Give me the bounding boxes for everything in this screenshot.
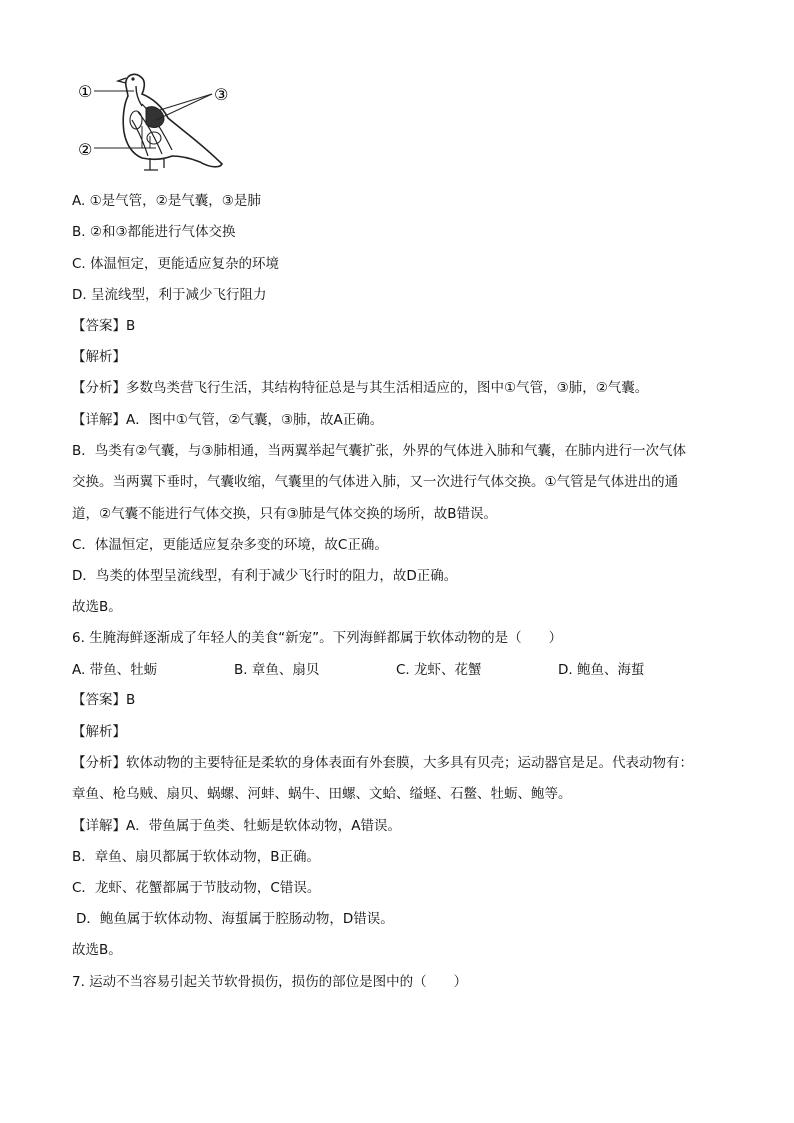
q5-option-b: B. ②和③都能进行气体交换 xyxy=(72,224,236,240)
q5-option-d: D. 呈流线型，利于减少飞行阻力 xyxy=(72,287,267,303)
q6-option-b: B. 章鱼、扇贝 xyxy=(234,662,320,678)
q5-answer: 【答案】B xyxy=(72,318,136,334)
q6-conclusion: 故选B。 xyxy=(72,942,122,958)
q6-fenxi-line1: 【分析】软体动物的主要特征是柔软的身体表面有外套膜，大多具有贝壳；运动器官是足。代表动物有： xyxy=(72,755,693,771)
q5-detail-b-line1: B．鸟类有②气囊，与③肺相通，当两翼举起气囊扩张，外界的气体进入肺和气囊，在肺内进行一次气体 xyxy=(72,443,686,459)
pigeon-illustration xyxy=(72,64,242,182)
q6-analysis-label: 【解析】 xyxy=(72,724,126,740)
q5-xiangjie: 【详解】A．图中①气管，②气囊，③肺，故A正确。 xyxy=(72,412,384,428)
q7-question: 7. 运动不当容易引起关节软骨损伤，损伤的部位是图中的（ ） xyxy=(72,974,468,990)
q6-option-a: A. 带鱼、牡蛎 xyxy=(72,662,158,678)
q6-option-d: D. 鲍鱼、海蜇 xyxy=(558,662,645,678)
q5-conclusion: 故选B。 xyxy=(72,599,122,615)
q5-detail-d: D．鸟类的体型呈流线型，有利于减少飞行时的阻力，故D正确。 xyxy=(72,568,458,584)
q6-question: 6. 生腌海鲜逐渐成了年轻人的美食“新宠”。下列海鲜都属于软体动物的是（ ） xyxy=(72,630,563,646)
q6-xiangjie: 【详解】A．带鱼属于鱼类、牡蛎是软体动物，A错误。 xyxy=(72,818,401,834)
q6-detail-b: B．章鱼、扇贝都属于软体动物，B正确。 xyxy=(72,849,321,865)
pigeon-figure xyxy=(72,64,242,182)
q6-detail-d: D．鲍鱼属于软体动物、海蜇属于腔肠动物，D错误。 xyxy=(76,911,394,927)
q5-detail-c: C．体温恒定，更能适应复杂多变的环境，故C正确。 xyxy=(72,537,388,553)
q5-detail-b-line2: 交换。当两翼下垂时，气囊收缩，气囊里的气体进入肺，又一次进行气体交换。①气管是气体进出的通 xyxy=(72,474,679,490)
q5-detail-b-line3: 道，②气囊不能进行气体交换，只有③肺是气体交换的场所，故B错误。 xyxy=(72,506,497,522)
q5-option-c: C. 体温恒定，更能适应复杂的环境 xyxy=(72,256,280,272)
q6-options xyxy=(72,658,712,680)
figure-label-3: ③ xyxy=(214,85,229,104)
q5-analysis-label: 【解析】 xyxy=(72,349,126,365)
q6-detail-c: C．龙虾、花蟹都属于节肢动物，C错误。 xyxy=(72,880,321,896)
figure-label-2: ② xyxy=(78,140,93,159)
q5-option-a: A. ①是气管，②是气囊，③是肺 xyxy=(72,193,261,209)
q6-fenxi-line2: 章鱼、枪乌贼、扇贝、蜗螺、河蚌、蜗牛、田螺、文蛤、缢蛏、石鳖、牡蛎、鲍等。 xyxy=(72,786,572,802)
q6-answer: 【答案】B xyxy=(72,692,136,708)
figure-label-1: ① xyxy=(78,82,93,101)
q5-fenxi: 【分析】多数鸟类营飞行生活，其结构特征总是与其生活相适应的，图中①气管，③肺，②气囊。 xyxy=(72,380,649,396)
q6-option-c: C. 龙虾、花蟹 xyxy=(396,662,482,678)
